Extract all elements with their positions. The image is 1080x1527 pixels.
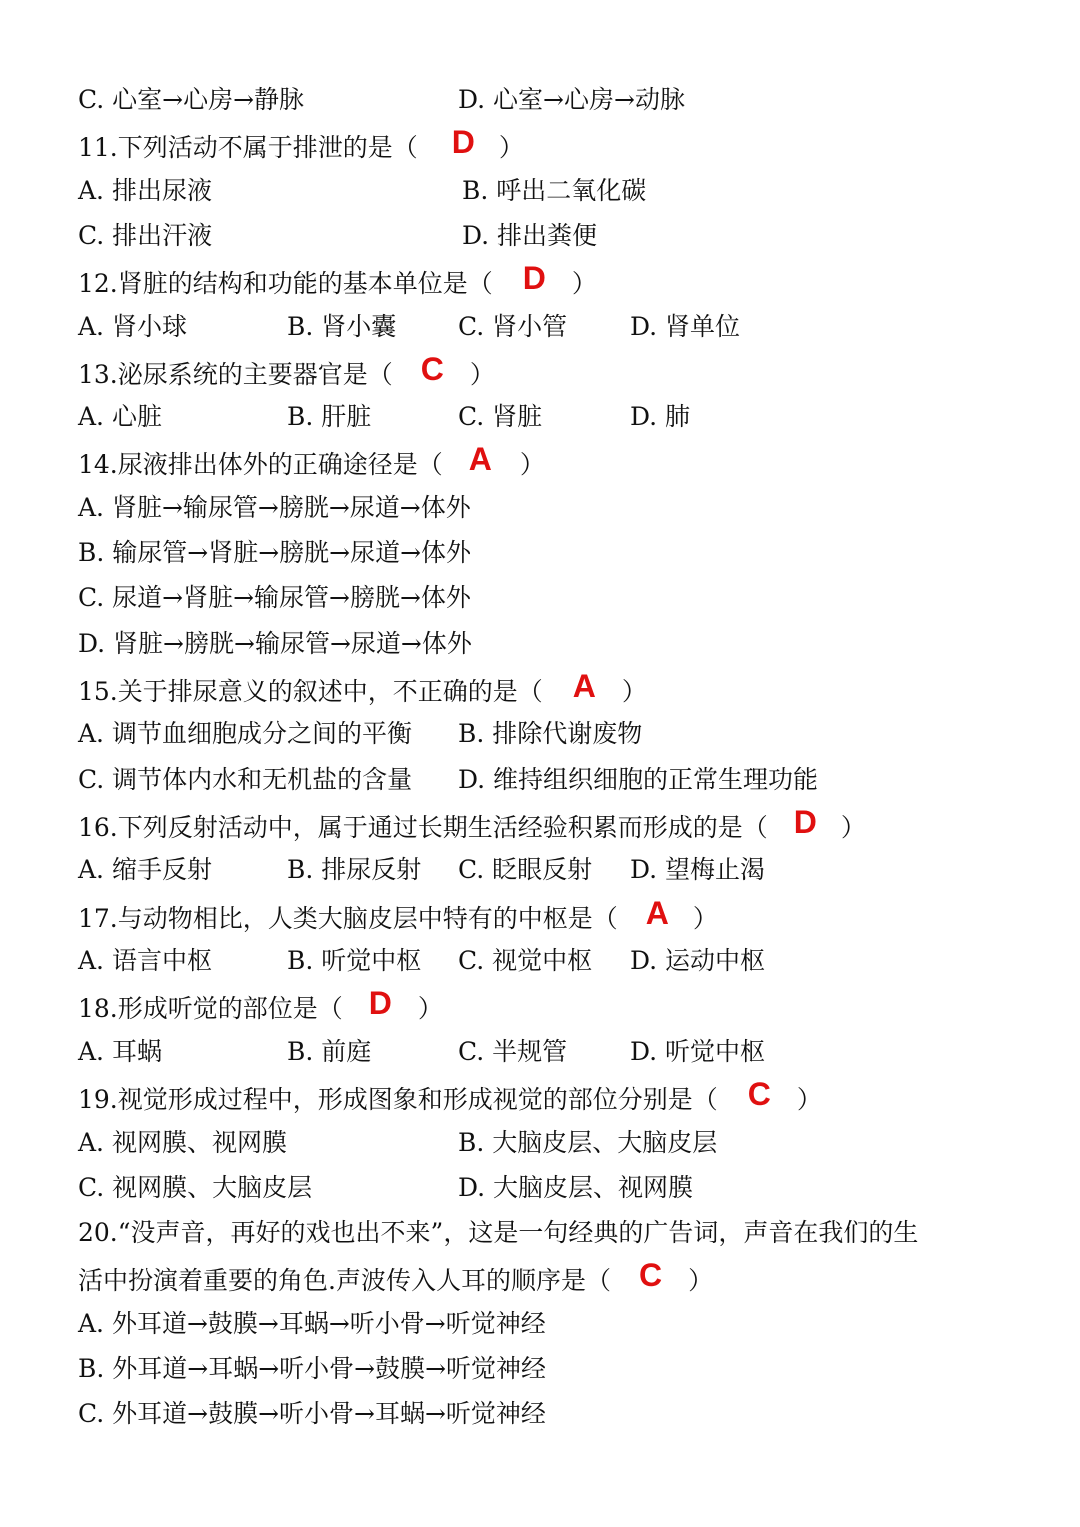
option-d: D. 肾脏→膀胱→输尿管→尿道→体外: [78, 629, 472, 658]
option-a: A. 语言中枢: [78, 946, 212, 975]
question-stem: 14.尿液排出体外的正确途径是（ A ）: [78, 441, 545, 479]
option-a: A. 排出尿液: [78, 176, 212, 205]
option-c: C. 半规管: [458, 1037, 568, 1066]
option-d: D. 维持组织细胞的正常生理功能: [458, 765, 819, 794]
option-c: C. 外耳道→鼓膜→听小骨→耳蜗→听觉神经: [78, 1399, 546, 1428]
option-b: B. 肾小囊: [287, 312, 397, 341]
question-stem: 18.形成听觉的部位是（ D ）: [78, 985, 443, 1023]
option-b: B. 大脑皮层、大脑皮层: [458, 1128, 718, 1157]
option-b: B. 呼出二氧化碳: [462, 176, 647, 205]
question-stem: 15.关于排尿意义的叙述中，不正确的是（ A ）: [78, 668, 647, 706]
option-c: C. 视觉中枢: [458, 946, 593, 975]
option-a: A. 外耳道→鼓膜→耳蜗→听小骨→听觉神经: [78, 1309, 546, 1338]
question-stem: 16.下列反射活动中，属于通过长期生活经验积累而形成的是（ D ）: [78, 804, 866, 842]
option-d: D. 排出粪便: [462, 221, 598, 250]
option-c: C. 尿道→肾脏→输尿管→膀胱→体外: [78, 583, 471, 612]
option-a: A. 肾脏→输尿管→膀胱→尿道→体外: [78, 493, 471, 522]
question-stem-continued: 活中扮演着重要的角色.声波传入人耳的顺序是（ C ）: [78, 1257, 714, 1295]
option-c: C. 肾脏: [458, 402, 543, 431]
option-b: B. 输尿管→肾脏→膀胱→尿道→体外: [78, 538, 472, 567]
option-c: C. 调节体内水和无机盐的含量: [78, 765, 413, 794]
question-stem: 11.下列活动不属于排泄的是（ D ）: [78, 124, 524, 162]
option-b: B. 肝脏: [287, 402, 372, 431]
question-stem: 12.肾脏的结构和功能的基本单位是（ D ）: [78, 260, 597, 298]
option-b: B. 前庭: [287, 1037, 372, 1066]
question-stem: 19.视觉形成过程中，形成图象和形成视觉的部位分别是（ C ）: [78, 1076, 822, 1114]
option-d: D. 大脑皮层、视网膜: [458, 1173, 694, 1202]
option-c: C. 视网膜、大脑皮层: [78, 1173, 313, 1202]
option-a: A. 心脏: [78, 402, 162, 431]
option-b: B. 排尿反射: [287, 855, 422, 884]
option-a: A. 视网膜、视网膜: [78, 1128, 287, 1157]
option-b: B. 排除代谢废物: [458, 719, 643, 748]
option-d: D. 心室→心房→动脉: [458, 85, 685, 114]
option-b: B. 听觉中枢: [287, 946, 422, 975]
answer-mark: A: [572, 668, 596, 704]
option-d: D. 肾单位: [630, 312, 741, 341]
option-d: D. 肺: [630, 402, 691, 431]
answer-mark: C: [638, 1257, 663, 1293]
option-c: C. 排出汗液: [78, 221, 213, 250]
answer-mark: A: [645, 895, 669, 931]
option-c: C. 心室→心房→静脉: [78, 85, 305, 114]
option-d: D. 听觉中枢: [630, 1037, 766, 1066]
option-a: A. 调节血细胞成分之间的平衡: [78, 719, 412, 748]
option-a: A. 肾小球: [78, 312, 187, 341]
option-c: C. 肾小管: [458, 312, 568, 341]
answer-mark: A: [468, 441, 492, 477]
option-a: A. 缩手反射: [78, 855, 212, 884]
answer-mark: D: [522, 260, 546, 296]
answer-mark: D: [451, 124, 475, 160]
answer-mark: D: [793, 804, 817, 840]
option-d: D. 望梅止渴: [630, 855, 766, 884]
option-d: D. 运动中枢: [630, 946, 766, 975]
answer-mark: D: [368, 985, 392, 1021]
answer-mark: C: [747, 1076, 771, 1112]
question-stem: 13.泌尿系统的主要器官是（ C ）: [78, 351, 495, 389]
question-stem: 20.“没声音，再好的戏也出不来”，这是一句经典的广告词，声音在我们的生: [78, 1218, 919, 1247]
answer-mark: C: [420, 351, 444, 387]
option-a: A. 耳蜗: [78, 1037, 162, 1066]
option-c: C. 眨眼反射: [458, 855, 593, 884]
question-stem: 17.与动物相比，人类大脑皮层中特有的中枢是（ A ）: [78, 895, 718, 933]
option-b: B. 外耳道→耳蜗→听小骨→鼓膜→听觉神经: [78, 1354, 547, 1383]
